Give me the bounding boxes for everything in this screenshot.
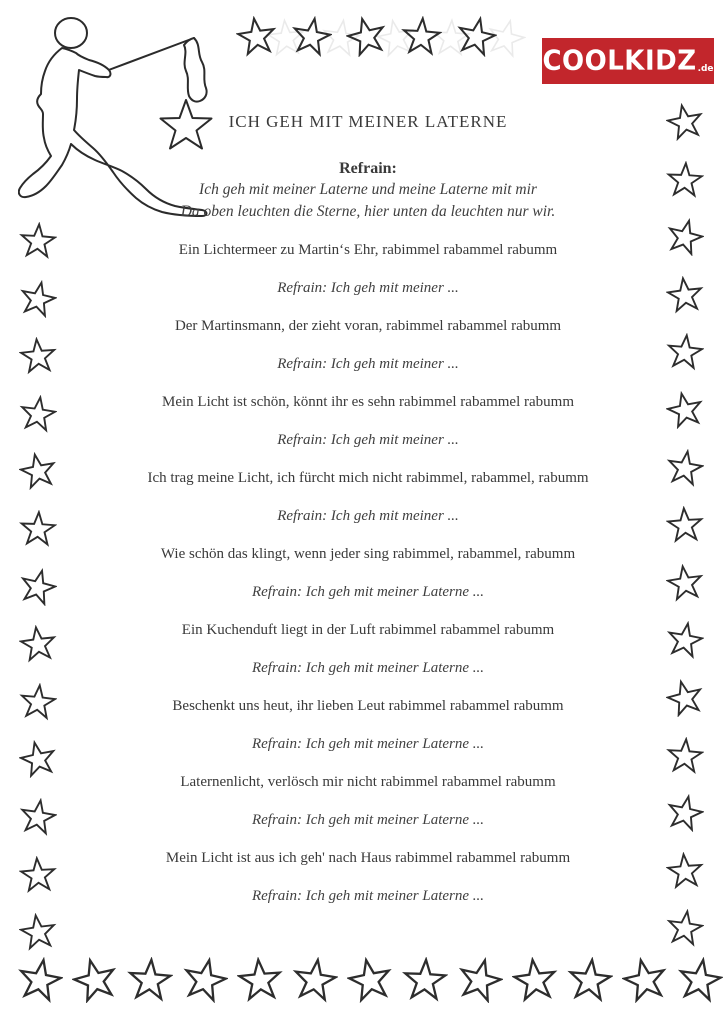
verses-container: [66, 239, 670, 907]
star-icon: [237, 957, 283, 1003]
star-icon: [19, 856, 57, 894]
star-icon: [19, 337, 57, 375]
star-icon: [666, 161, 704, 199]
refrain-line-6: Refrain: Ich geh mit meiner Laterne ...: [251, 660, 485, 676]
star-icon: [19, 625, 57, 663]
verse-line-1: Ein Lichtermeer zu Martin‘s Ehr, rabimmel rabammel rabumm: [178, 242, 558, 258]
star-icon: [72, 957, 118, 1003]
refrain-line-9: Refrain: Ich geh mit meiner Laterne ...: [251, 888, 485, 904]
star-icon: [19, 913, 57, 951]
logo-tld: .de: [697, 64, 714, 74]
star-icon: [457, 957, 503, 1003]
star-icon: [666, 737, 704, 775]
star-icon: [666, 909, 704, 947]
verse-line-6: Ein Kuchenduft liegt in der Luft rabimmel rabammel rabumm: [181, 622, 555, 638]
refrain-line-1: Refrain: Ich geh mit meiner ...: [277, 280, 459, 296]
lyrics-content: [66, 0, 670, 907]
star-icon: [666, 679, 704, 717]
star-icon: [666, 506, 704, 544]
refrain-line-7: Refrain: Ich geh mit meiner Laterne ...: [251, 736, 485, 752]
star-icon: [182, 957, 228, 1003]
star-icon: [666, 621, 704, 659]
star-icon: [622, 957, 668, 1003]
refrain-line-2: Refrain: Ich geh mit meiner ...: [277, 356, 459, 372]
refrain-line-8: Refrain: Ich geh mit meiner Laterne ...: [251, 812, 485, 828]
star-icon: [19, 510, 57, 548]
verse-line-8: Laternenlicht, verlösch mir nicht rabimmel rabammel rabumm: [180, 774, 556, 790]
star-icon: [19, 683, 57, 721]
star-icon: [19, 452, 57, 490]
star-icon: [19, 740, 57, 778]
refrain-intro-line-2: Da oben leuchten die Sterne, hier unten da leuchten nur wir.: [180, 203, 556, 220]
star-icon: [127, 957, 173, 1003]
star-icon: [402, 957, 448, 1003]
star-icon: [19, 395, 57, 433]
logo-text: COOLKIDZ: [542, 45, 697, 77]
star-icon: [666, 103, 704, 141]
star-icon: [19, 222, 57, 260]
star-icon: [677, 957, 723, 1003]
song-title: ICH GEH MIT MEINER LATERNE: [228, 112, 508, 131]
refrain-line-5: Refrain: Ich geh mit meiner Laterne ...: [251, 584, 485, 600]
verse-line-3: Mein Licht ist schön, könnt ihr es sehn rabimmel rabammel rabumm: [162, 394, 574, 410]
refrain-intro-line-1: Ich geh mit meiner Laterne und meine Laterne mit mir: [199, 181, 537, 198]
star-icon: [666, 794, 704, 832]
refrain-line-4: Refrain: Ich geh mit meiner ...: [277, 508, 459, 524]
star-icon: [666, 391, 704, 429]
star-icon: [666, 276, 704, 314]
star-icon: [666, 564, 704, 602]
refrain-heading: Refrain:: [339, 160, 397, 177]
verse-line-5: Wie schön das klingt, wenn jeder sing rabimmel, rabammel, rabumm: [160, 546, 576, 562]
verse-line-2: Der Martinsmann, der zieht voran, rabimmel rabammel rabumm: [174, 318, 562, 334]
verse-line-4: Ich trag meine Licht, ich fürcht mich nicht rabimmel, rabammel, rabumm: [147, 470, 589, 486]
star-icon: [666, 333, 704, 371]
star-icon: [19, 568, 57, 606]
verse-line-9: Mein Licht ist aus ich geh' nach Haus rabimmel rabammel rabumm: [165, 850, 571, 866]
star-icon: [666, 449, 704, 487]
star-icon: [666, 218, 704, 256]
star-icon: [666, 852, 704, 890]
star-icon: [512, 957, 558, 1003]
verse-line-7: Beschenkt uns heut, ihr lieben Leut rabimmel rabammel rabumm: [172, 698, 564, 714]
star-icon: [347, 957, 393, 1003]
refrain-line-3: Refrain: Ich geh mit meiner ...: [277, 432, 459, 448]
star-icon: [19, 280, 57, 318]
star-icon: [567, 957, 613, 1003]
star-icon: [292, 957, 338, 1003]
star-icon: [17, 957, 63, 1003]
star-icon: [19, 798, 57, 836]
